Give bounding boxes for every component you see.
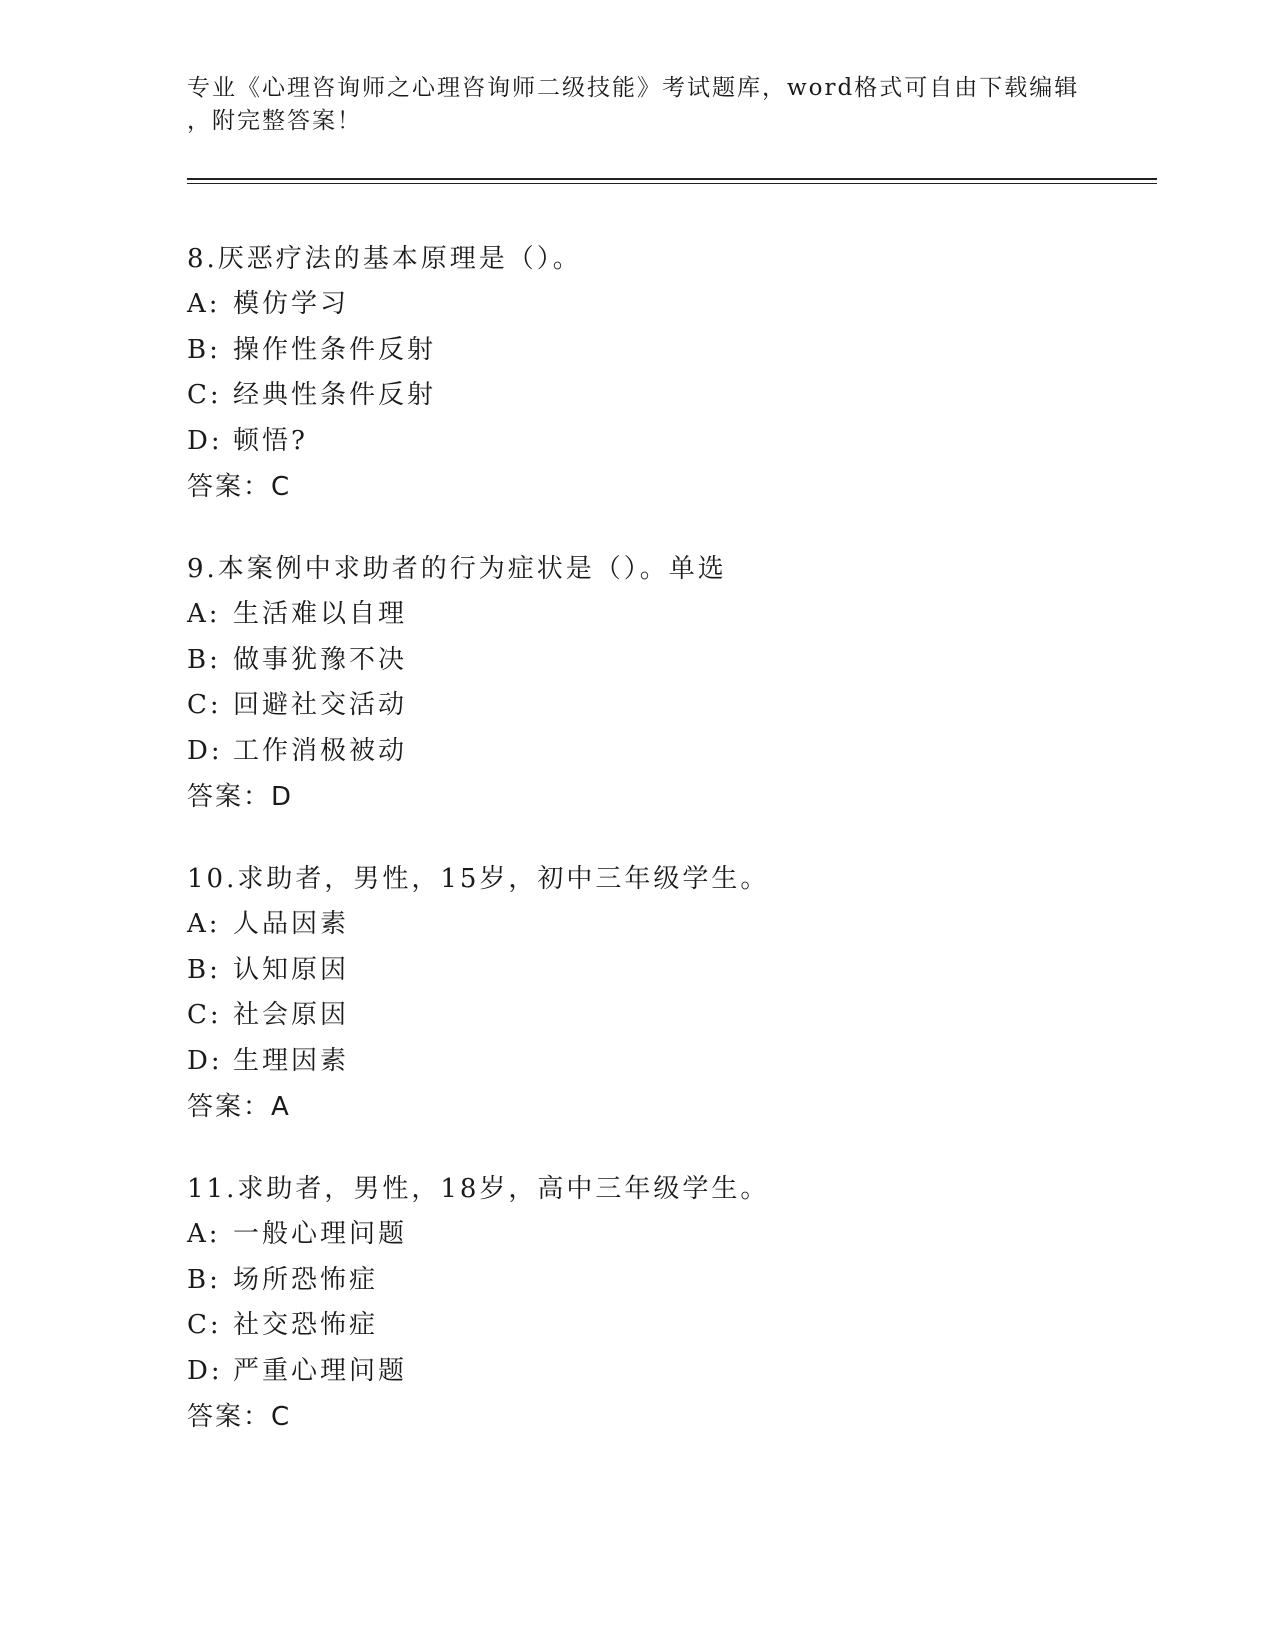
option-key: B: (187, 954, 221, 985)
answer-line (187, 774, 1157, 820)
option-text: 做事犹豫不决 (233, 644, 408, 675)
option-a (187, 282, 1157, 328)
option-d (187, 1039, 1157, 1085)
option-key: D: (187, 425, 223, 456)
answer-label: 答案： (187, 782, 272, 812)
option-a (187, 1212, 1157, 1258)
option-text: 生活难以自理 (233, 599, 408, 629)
option-a (187, 592, 1157, 638)
answer-line (187, 1084, 1157, 1130)
option-text: 工作消极被动 (233, 735, 408, 766)
answer-label: 答案： (187, 1092, 272, 1122)
option-d (187, 419, 1157, 465)
option-key: D: (187, 735, 223, 766)
option-key: B: (187, 644, 221, 675)
option-key: D: (187, 1045, 223, 1076)
option-text: 经典性条件反射 (233, 380, 437, 410)
option-c (187, 993, 1157, 1039)
answer-value: D (271, 782, 293, 812)
option-text: 社交恐怖症 (233, 1310, 379, 1340)
question-11 (187, 1166, 1157, 1440)
option-c (187, 683, 1157, 729)
option-key: C: (187, 1310, 222, 1340)
option-c (187, 1303, 1157, 1349)
answer-value: C (271, 1402, 291, 1432)
option-key: A: (187, 909, 221, 939)
answer-line (187, 1394, 1157, 1440)
header-text: 专业《心理咨询师之心理咨询师二级技能》考试题库，word格式可自由下载编辑 ，附完整答案！ (187, 75, 1080, 134)
option-key: C: (187, 690, 222, 720)
question-8 (187, 236, 1157, 510)
option-text: 场所恐怖症 (233, 1264, 379, 1295)
option-b (187, 328, 1157, 374)
question-title: 8.厌恶疗法的基本原理是（）。 (187, 244, 582, 274)
question-10 (187, 856, 1157, 1130)
option-text: 生理因素 (233, 1045, 350, 1076)
answer-value: C (271, 472, 291, 502)
option-key: C: (187, 1000, 222, 1030)
option-a (187, 902, 1157, 948)
option-text: 社会原因 (233, 1000, 350, 1030)
option-c (187, 373, 1157, 419)
option-key: D: (187, 1355, 223, 1386)
option-text: 顿悟? (233, 425, 308, 456)
question-title: 9.本案例中求助者的行为症状是（）。单选 (187, 554, 727, 584)
option-text: 严重心理问题 (233, 1355, 408, 1386)
question-title: 10.求助者，男性，15岁，初中三年级学生。 (187, 864, 770, 894)
option-key: B: (187, 334, 221, 365)
option-text: 一般心理问题 (233, 1219, 408, 1249)
header-divider-thick (187, 178, 1157, 180)
option-text: 人品因素 (233, 909, 350, 939)
option-key: A: (187, 599, 221, 629)
option-key: B: (187, 1264, 221, 1295)
option-b (187, 1258, 1157, 1304)
answer-label: 答案： (187, 472, 272, 502)
option-text: 操作性条件反射 (233, 334, 437, 365)
option-text: 回避社交活动 (233, 690, 408, 720)
question-title: 11.求助者，男性，18岁，高中三年级学生。 (187, 1174, 770, 1204)
header-divider-thin (187, 183, 1157, 184)
option-b (187, 948, 1157, 994)
document-header (187, 72, 1157, 138)
option-key: A: (187, 1219, 221, 1249)
answer-line (187, 464, 1157, 510)
answer-value: A (271, 1092, 290, 1122)
option-b (187, 638, 1157, 684)
question-9 (187, 546, 1157, 820)
option-d (187, 1349, 1157, 1395)
option-text: 认知原因 (233, 954, 350, 985)
option-d (187, 729, 1157, 775)
option-text: 模仿学习 (233, 289, 350, 319)
option-key: C: (187, 380, 222, 410)
answer-label: 答案： (187, 1402, 272, 1432)
option-key: A: (187, 289, 221, 319)
question-list (187, 236, 1157, 1476)
